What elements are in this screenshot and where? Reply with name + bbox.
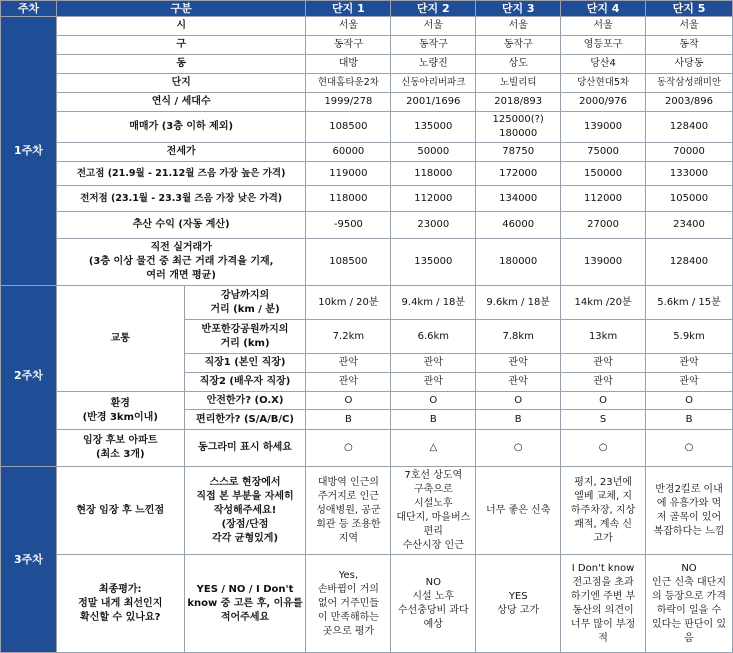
row-label: 연식 / 세대수 xyxy=(56,93,306,112)
row-label: 직장1 (본인 직장) xyxy=(184,354,306,373)
table-row xyxy=(1,555,733,653)
table-cell: 112000 xyxy=(391,186,476,212)
table-cell: 너무 좋은 신축 xyxy=(476,467,561,555)
row-label: 전저점 (23.1월 - 23.3월 즈음 가장 낮은 가격) xyxy=(56,186,306,212)
table-cell: 27000 xyxy=(561,212,646,239)
table-cell: 동작구 xyxy=(391,36,476,55)
table-cell: 관악 xyxy=(476,373,561,392)
table-cell: 135000 xyxy=(391,239,476,286)
table-cell: 서울 xyxy=(476,17,561,36)
table-row xyxy=(1,93,733,112)
table-cell: 현대홈타운2차 xyxy=(306,74,391,93)
table-cell: 118000 xyxy=(306,186,391,212)
table-cell: Yes, 손바뀜이 거의 없어 거주민들 이 만족해하는 곳으로 평가 xyxy=(306,555,391,653)
candidate-label: 임장 후보 아파트 (최소 3개) xyxy=(56,430,184,467)
table-cell: 동작삼성래미안 xyxy=(646,74,733,93)
week2-label: 2주차 xyxy=(1,286,57,467)
table-row xyxy=(1,430,733,467)
table-cell: O xyxy=(306,392,391,410)
transport-label: 교통 xyxy=(56,286,184,392)
table-cell: 대방역 인근의 주거지로 인근 성애병원, 공군 회관 등 조용한 지역 xyxy=(306,467,391,555)
table-cell: 노빌리티 xyxy=(476,74,561,93)
table-cell: O xyxy=(561,392,646,410)
table-cell: 관악 xyxy=(561,373,646,392)
week3-label: 3주차 xyxy=(1,467,57,653)
table-cell: S xyxy=(561,410,646,430)
table-cell: 서울 xyxy=(561,17,646,36)
row-label: 전세가 xyxy=(56,143,306,162)
table-cell: 관악 xyxy=(306,354,391,373)
row-label: 동그라미 표시 하세요 xyxy=(184,430,306,467)
table-cell: NO 시설 노후 수선충당비 과다 예상 xyxy=(391,555,476,653)
week1-label: 1주차 xyxy=(1,17,57,286)
table-row xyxy=(1,36,733,55)
table-cell: 135000 xyxy=(391,112,476,143)
table-cell: 관악 xyxy=(476,354,561,373)
table-cell: 75000 xyxy=(561,143,646,162)
table-cell: 134000 xyxy=(476,186,561,212)
header-complex-3: 단지 3 xyxy=(476,1,561,17)
table-cell: 9.4km / 18분 xyxy=(391,286,476,320)
table-cell: 46000 xyxy=(476,212,561,239)
table-cell: 관악 xyxy=(391,354,476,373)
table-cell: O xyxy=(391,392,476,410)
table-cell: O xyxy=(646,392,733,410)
row-label: 매매가 (3층 이하 제외) xyxy=(56,112,306,143)
table-cell: ○ xyxy=(306,430,391,467)
table-cell: 5.6km / 15분 xyxy=(646,286,733,320)
table-cell: 70000 xyxy=(646,143,733,162)
table-cell: 영등포구 xyxy=(561,36,646,55)
table-cell: 관악 xyxy=(391,373,476,392)
table-row xyxy=(1,239,733,286)
table-cell: 상도 xyxy=(476,55,561,74)
table-row xyxy=(1,392,733,410)
table-row xyxy=(1,467,733,555)
table-cell: 5.9km xyxy=(646,320,733,354)
table-cell: 2003/896 xyxy=(646,93,733,112)
table-cell: 서울 xyxy=(306,17,391,36)
final-evaluation-guide: YES / NO / I Don't know 중 고른 후, 이유를 적어주세요 xyxy=(184,555,306,653)
table-cell: 동작구 xyxy=(476,36,561,55)
row-label: 전고점 (21.9월 - 21.12월 즈음 가장 높은 가격) xyxy=(56,162,306,186)
table-row xyxy=(1,143,733,162)
table-cell: 관악 xyxy=(561,354,646,373)
table-cell: B xyxy=(306,410,391,430)
table-row xyxy=(1,212,733,239)
row-label: 안전한가? (O.X) xyxy=(184,392,306,410)
table-cell: YES 상당 고가 xyxy=(476,555,561,653)
table-cell: 180000 xyxy=(476,239,561,286)
impression-label: 현장 임장 후 느낀점 xyxy=(56,467,184,555)
table-cell: 112000 xyxy=(561,186,646,212)
table-cell: 동작 xyxy=(646,36,733,55)
table-cell: 133000 xyxy=(646,162,733,186)
table-cell: △ xyxy=(391,430,476,467)
row-label: 반포한강공원까지의 거리 (km) xyxy=(184,320,306,354)
environment-label: 환경 (반경 3km이내) xyxy=(56,392,184,430)
table-cell: 서울 xyxy=(391,17,476,36)
row-label: 추산 수익 (자동 계산) xyxy=(56,212,306,239)
table-cell: 139000 xyxy=(561,239,646,286)
table-cell: 관악 xyxy=(646,354,733,373)
table-cell: 125000(?) 180000 xyxy=(476,112,561,143)
table-cell: 23400 xyxy=(646,212,733,239)
table-cell: B xyxy=(391,410,476,430)
table-cell: 대방 xyxy=(306,55,391,74)
table-cell: 신동아리버파크 xyxy=(391,74,476,93)
table-cell: 60000 xyxy=(306,143,391,162)
table-cell: I Don't know 전고점을 초과 하기엔 주변 부 동산의 의견이 너무 많이 부정 적 xyxy=(561,555,646,653)
table-row xyxy=(1,286,733,320)
table-row xyxy=(1,17,733,36)
table-row xyxy=(1,112,733,143)
table-cell: 노량진 xyxy=(391,55,476,74)
table-row xyxy=(1,74,733,93)
table-cell: 7.2km xyxy=(306,320,391,354)
table-cell: 108500 xyxy=(306,239,391,286)
table-cell: 9.6km / 18분 xyxy=(476,286,561,320)
row-label: 직장2 (배우자 직장) xyxy=(184,373,306,392)
row-label: 직전 실거래가 (3층 이상 물건 중 최근 거래 가격을 기재, 여러 개면 평균) xyxy=(56,239,306,286)
table-cell: 2001/1696 xyxy=(391,93,476,112)
table-cell: 119000 xyxy=(306,162,391,186)
header-category: 구분 xyxy=(56,1,306,17)
table-cell: 78750 xyxy=(476,143,561,162)
row-label: 강남까지의 거리 (km / 분) xyxy=(184,286,306,320)
table-cell: B xyxy=(476,410,561,430)
table-row xyxy=(1,55,733,74)
table-cell: 당산현대5차 xyxy=(561,74,646,93)
table-cell: -9500 xyxy=(306,212,391,239)
table-cell: 사당동 xyxy=(646,55,733,74)
table-cell: 6.6km xyxy=(391,320,476,354)
header-complex-1: 단지 1 xyxy=(306,1,391,17)
table-cell: 23000 xyxy=(391,212,476,239)
table-cell: 150000 xyxy=(561,162,646,186)
table-cell: ○ xyxy=(561,430,646,467)
table-cell: B xyxy=(646,410,733,430)
table-cell: 128400 xyxy=(646,239,733,286)
row-label: 시 xyxy=(56,17,306,36)
table-cell: 50000 xyxy=(391,143,476,162)
row-label: 편리한가? (S/A/B/C) xyxy=(184,410,306,430)
table-cell: 108500 xyxy=(306,112,391,143)
table-cell: 당산4 xyxy=(561,55,646,74)
table-cell: 서울 xyxy=(646,17,733,36)
table-row xyxy=(1,186,733,212)
table-cell: 128400 xyxy=(646,112,733,143)
table-cell: ○ xyxy=(476,430,561,467)
table-cell: 반경2킬로 이내 에 유흥가와 먹 저 골목이 있어 복잡하다는 느낌 xyxy=(646,467,733,555)
table-cell: 7호선 상도역 구축으로 시설노후 대단지, 마을버스 편리 수산시장 인근 xyxy=(391,467,476,555)
table-cell: 7.8km xyxy=(476,320,561,354)
impression-guide: 스스로 현장에서 직접 본 부분을 자세히 작성해주세요! (장점/단점 각각 균형있게) xyxy=(184,467,306,555)
table-cell: 동작구 xyxy=(306,36,391,55)
table-cell: 10km / 20분 xyxy=(306,286,391,320)
row-label: 구 xyxy=(56,36,306,55)
final-evaluation-label: 최종평가: 정말 내게 최선인지 확신할 수 있나요? xyxy=(56,555,184,653)
table-cell: 14km /20분 xyxy=(561,286,646,320)
table-cell: NO 인근 신축 대단지 의 등장으로 가격 하락이 일을 수 있다는 판단이 있 음 xyxy=(646,555,733,653)
header-week: 주차 xyxy=(1,1,57,17)
table-cell: 13km xyxy=(561,320,646,354)
header-row xyxy=(1,1,733,17)
table-row xyxy=(1,162,733,186)
row-label: 단지 xyxy=(56,74,306,93)
table-cell: 139000 xyxy=(561,112,646,143)
table-cell: O xyxy=(476,392,561,410)
table-cell: 118000 xyxy=(391,162,476,186)
row-label: 동 xyxy=(56,55,306,74)
header-complex-5: 단지 5 xyxy=(646,1,733,17)
table-cell: 172000 xyxy=(476,162,561,186)
table-cell: 평지, 23년에 엘베 교체, 지 하주차장, 지상 쾌적, 계속 신 고가 xyxy=(561,467,646,555)
table-cell: 2018/893 xyxy=(476,93,561,112)
header-complex-4: 단지 4 xyxy=(561,1,646,17)
table-cell: 관악 xyxy=(306,373,391,392)
header-complex-2: 단지 2 xyxy=(391,1,476,17)
table-cell: 1999/278 xyxy=(306,93,391,112)
table-cell: ○ xyxy=(646,430,733,467)
table-cell: 105000 xyxy=(646,186,733,212)
table-cell: 2000/976 xyxy=(561,93,646,112)
table-cell: 관악 xyxy=(646,373,733,392)
